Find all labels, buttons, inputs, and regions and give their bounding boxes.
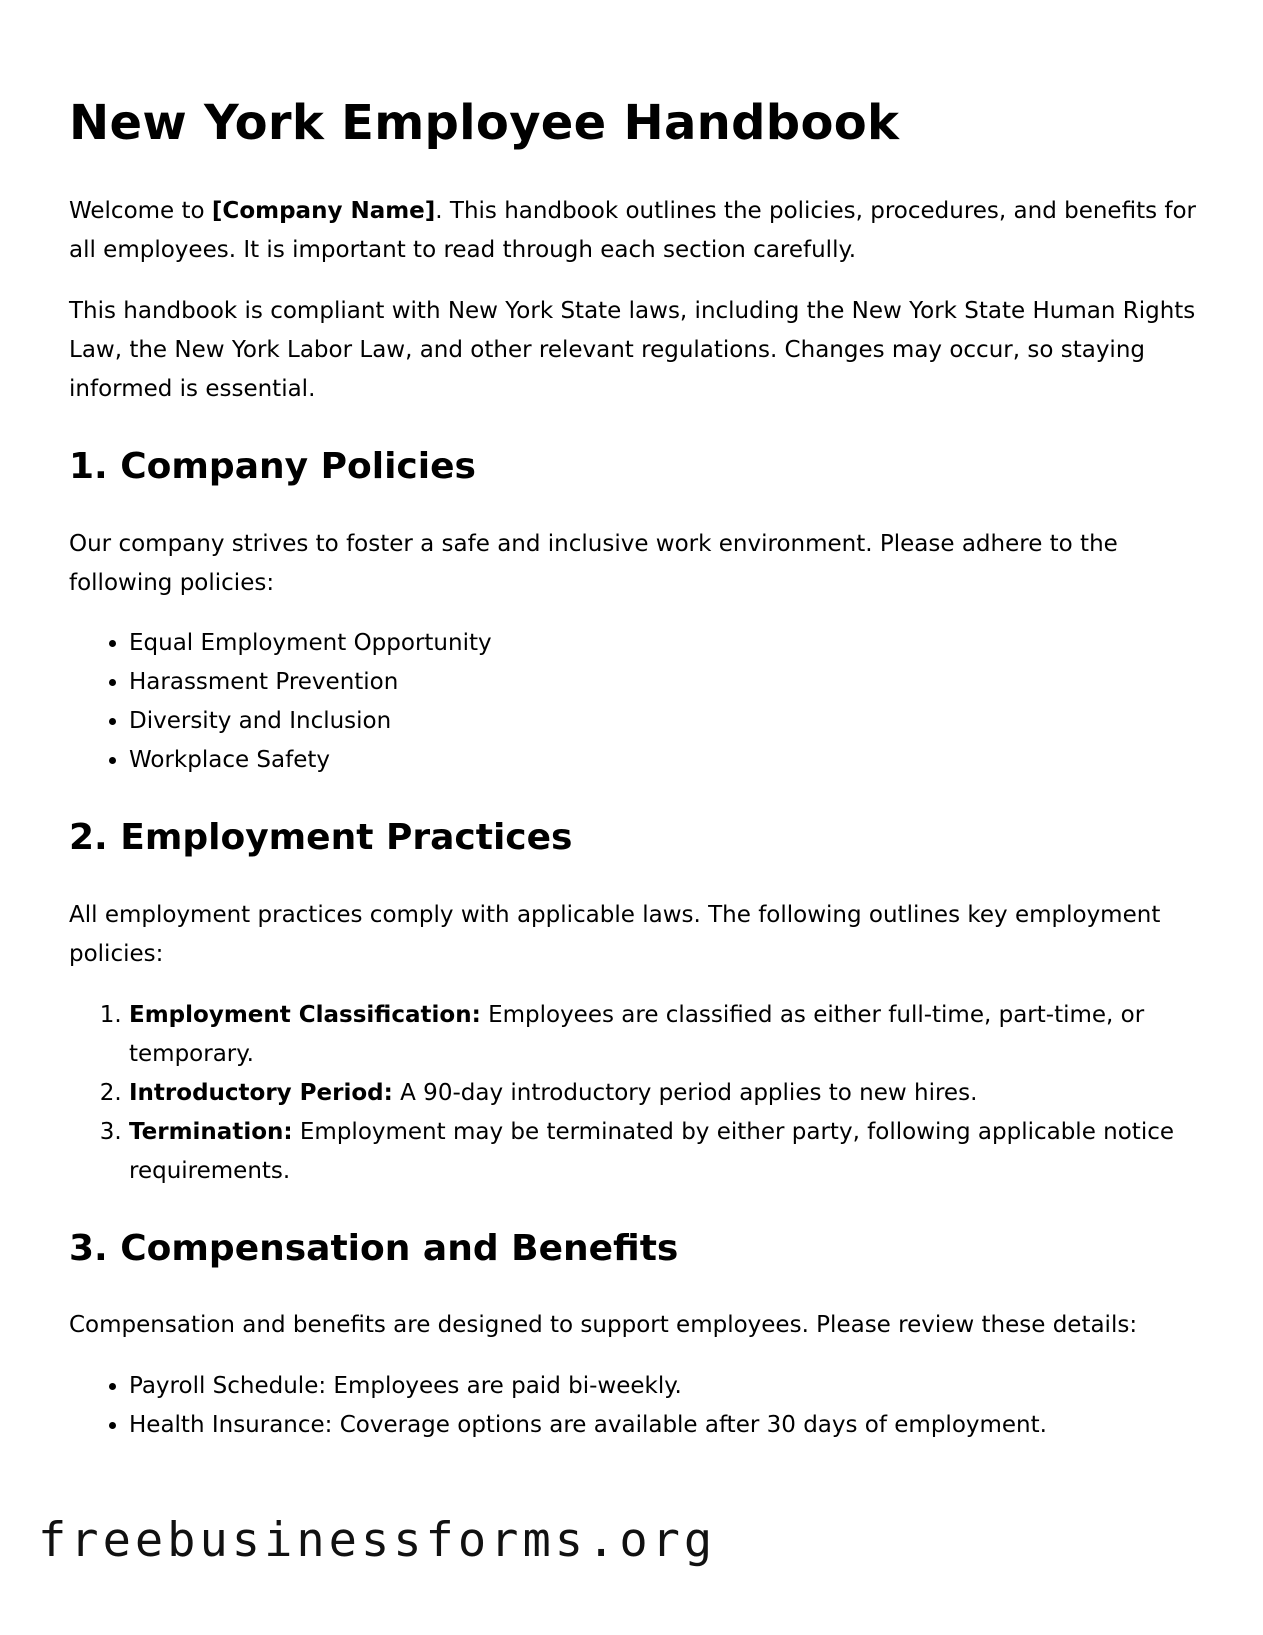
page-title: New York Employee Handbook [69,95,900,151]
section-text-compensation-benefits: Compensation and benefits are designed to support employees. Please review these details: [69,1312,1138,1339]
watermark: freebusinessforms.org [38,1513,717,1568]
list-item: • Harassment Prevention [129,663,1199,702]
section-heading-compensation-benefits: 3. Compensation and Benefits [69,1227,679,1269]
intro-paragraph-2: This handbook is compliant with New York State laws, including the New York State Human Rights Law, the New York Labor Law, and other relevant regulations. Changes may occur, so staying informed is essential. [69,297,1196,402]
list-item-label: Termination: [129,1118,293,1145]
section-heading-company-policies: 1. Company Policies [69,445,476,487]
company-name-placeholder: [Company Name] [211,197,436,224]
section-heading-employment-practices: 2. Employment Practices [69,816,573,858]
employment-practices-list [69,996,1199,1191]
list-item: • Health Insurance: Coverage options are available after 30 days of employment. [129,1406,1199,1445]
compensation-benefits-list [69,1367,1199,1445]
intro-paragraph-1 [69,192,1199,270]
list-item [129,1074,1199,1113]
intro-text-after: . This handbook outlines the policies, procedures, and benefits for all employees. It is important to read through each section carefully. [69,197,1197,263]
list-item: • Equal Employment Opportunity [129,624,1199,663]
list-item-text: Employees are classified as either full-time, part-time, or temporary. [129,1001,1145,1067]
list-item-label: Introductory Period: [129,1079,393,1106]
list-item-text: Employment may be terminated by either party, following applicable notice requirements. [129,1118,1175,1184]
company-policies-list [69,624,1199,780]
intro-text-before: Welcome to [69,197,212,224]
document-page [69,0,1199,1445]
section-text-employment-practices: All employment practices comply with applicable laws. The following outlines key employment policies: [69,901,1161,967]
list-item: • Payroll Schedule: Employees are paid bi-weekly. [129,1367,1199,1406]
list-item [129,996,1199,1074]
list-item: • Diversity and Inclusion [129,702,1199,741]
list-item: • Workplace Safety [129,741,1199,780]
list-item-label: Employment Classification: [129,1001,481,1028]
list-item-text: A 90-day introductory period applies to new hires. [392,1079,978,1106]
section-text-company-policies: Our company strives to foster a safe and inclusive work environment. Please adhere to the following policies: [69,530,1118,596]
list-item [129,1113,1199,1191]
